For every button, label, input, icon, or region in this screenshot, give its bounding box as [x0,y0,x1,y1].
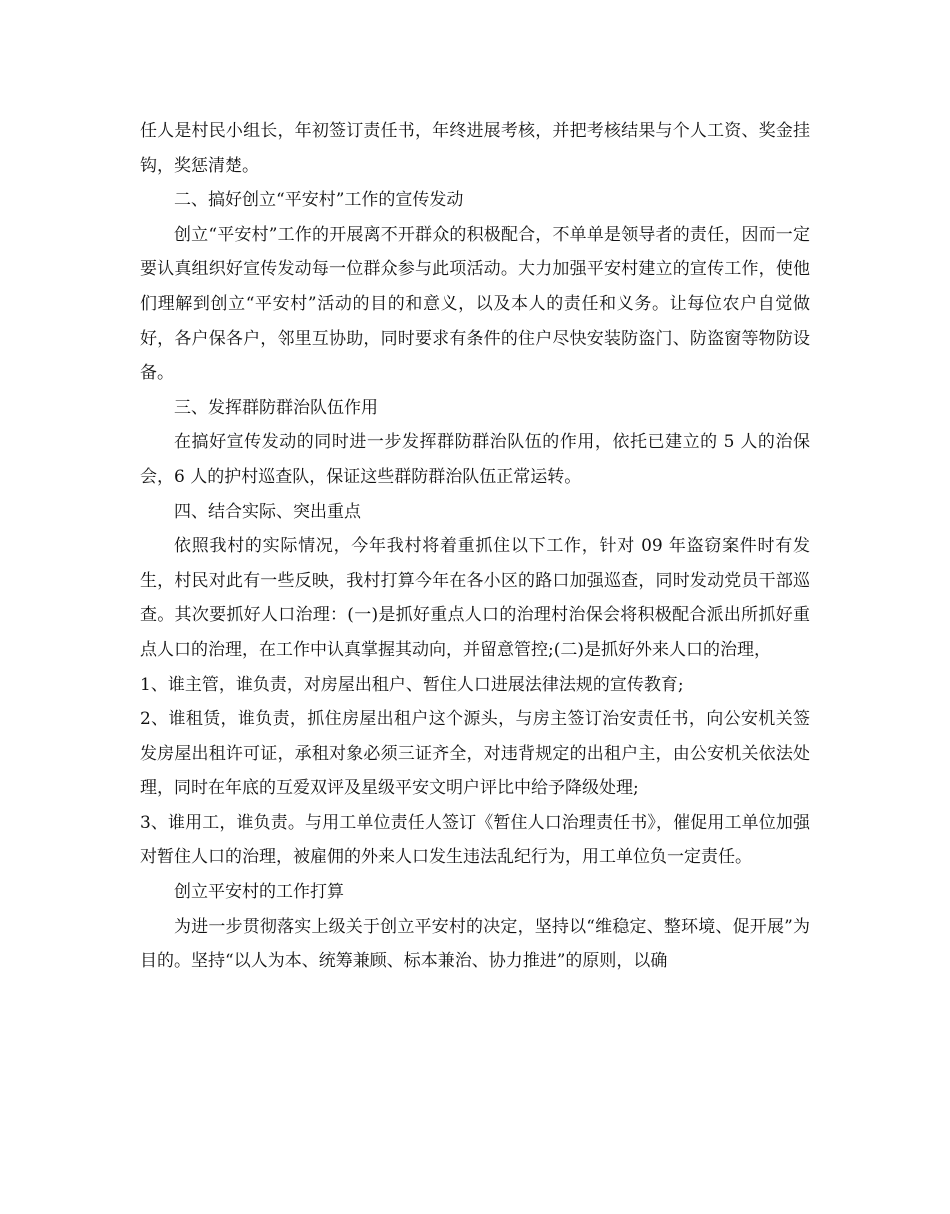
document-body [140,114,810,979]
list-item-1: 1、谁主管，谁负责，对房屋出租户、暂住人口进展法律法规的宣传教育; [140,674,684,695]
paragraph-publicity: 创立“平安村”工作的开展离不开群众的积极配合，不单单是领导者的责任，因而一定要认真组织好宣传发动每一位群众参与此项活动。大力加强平安村建立的宣传工作，使他们理解到创立“平安村”活动的目的和意义，以及本人的责任和义务。让每位农户自觉做好，各户保各户，邻里互协助，同时要求有条件的住户尽快安装防盗门、防盗窗等物防设备。 [140,224,810,384]
section-heading-publicity: 二、搞好创立“平安村”工作的宣传发动 [174,190,464,211]
paragraph-focus: 依照我村的实际情况，今年我村将着重抓住以下工作，针对 09 年盗窃案件时有发生，村民对此有一些反映，我村打算今年在各小区的路口加强巡查，同时发动党员干部巡查。其次要抓好人口治理：(一)是抓好重点人口的治理村治保会将积极配合派出所抓好重点人口的治理，在工作中认真掌握其动向，并留意管控;(二)是抓好外来人口的治理， [140,536,810,660]
section-heading-patrol-teams: 三、发挥群防群治队伍作用 [174,397,378,418]
paragraph-patrol-teams: 在搞好宣传发动的同时进一步发挥群防群治队伍的作用，依托已建立的 5 人的治保会，6 人的护村巡查队，保证这些群防群治队伍正常运转。 [140,432,810,487]
list-item-3: 3、谁用工，谁负责。与用工单位责任人签订《暂住人口治理责任书》，催促用工单位加强对暂住人口的治理，被雇佣的外来人口发生违法乱纪行为，用工单位负一定责任。 [140,812,810,868]
paragraph-work-plan: 为进一步贯彻落实上级关于创立平安村的决定，坚持以“维稳定、整环境、促开展”为目的。坚持“以人为本、统筹兼顾、标本兼治、协力推进”的原则，以确 [140,916,810,972]
section-heading-work-plan: 创立平安村的工作打算 [174,882,344,903]
list-item-2: 2、谁租赁，谁负责，抓住房屋出租户这个源头，与房主签订治安责任书，向公安机关签发房屋出租许可证，承租对象必须三证齐全，对违背规定的出租户主，由公安机关依法处理，同时在年底的互爱双评及星级平安文明户评比中给予降级处理; [140,709,810,799]
paragraph-continuation: 任人是村民小组长，年初签订责任书，年终进展考核，并把考核结果与个人工资、奖金挂钩，奖惩清楚。 [140,121,810,176]
section-heading-focus: 四、结合实际、突出重点 [174,501,361,522]
